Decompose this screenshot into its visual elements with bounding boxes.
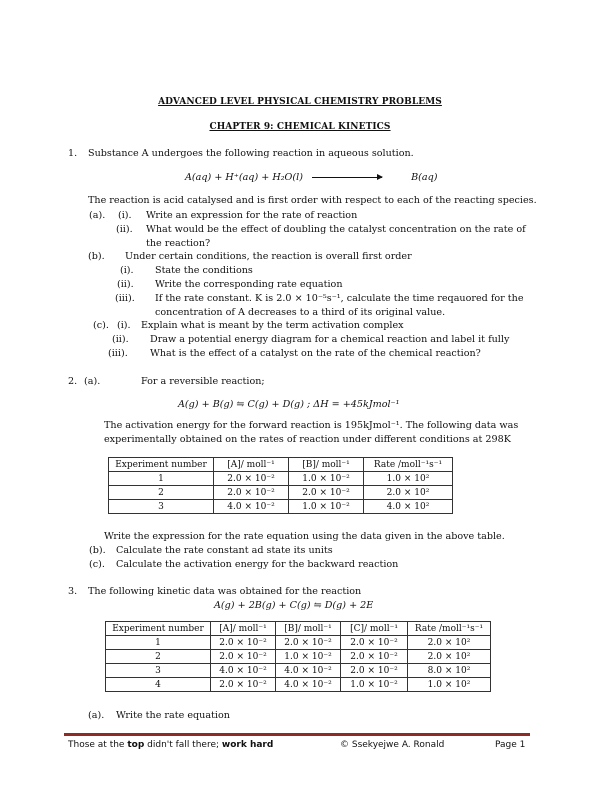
q1-a-ii-text-2: the reaction? [146, 238, 211, 249]
q1-number: 1. [68, 148, 78, 159]
q2-a-label: (a). [84, 376, 101, 387]
table-row [109, 472, 453, 486]
table-header-cell: [C]/ moll⁻¹ [341, 622, 408, 636]
table-cell: 1.0 × 10² [364, 472, 453, 486]
table-cell: 1.0 × 10⁻² [341, 678, 408, 692]
table-cell: 2.0 × 10⁻² [214, 486, 289, 500]
q3-a-text: Write the rate equation [116, 710, 230, 721]
footer-motto-bold-top: top [127, 740, 145, 750]
q3-a-label: (a). [88, 710, 105, 721]
document-title: ADVANCED LEVEL PHYSICAL CHEMISTRY PROBLEMS [158, 97, 442, 107]
q1-a-i-label: (i). [118, 210, 132, 221]
table-row [109, 486, 453, 500]
table-cell: 2.0 × 10⁻² [341, 650, 408, 664]
table-header-cell: Experiment number [109, 458, 214, 472]
table-cell: 4.0 × 10² [364, 500, 453, 514]
table-cell: 2.0 × 10⁻² [341, 664, 408, 678]
table-cell: 4.0 × 10⁻² [276, 664, 341, 678]
table-cell: 2.0 × 10⁻² [276, 636, 341, 650]
q1-stem: Substance A undergoes the following reaction in aqueous solution. [88, 148, 414, 159]
q1-c-iii-label: (iii). [108, 348, 128, 359]
table-cell: 1.0 × 10⁻² [289, 472, 364, 486]
table-header-cell: [A]/ moll⁻¹ [214, 458, 289, 472]
q1-c-i-text: Explain what is meant by the term activation complex [141, 320, 404, 331]
table-row [109, 500, 453, 514]
table-cell: 1 [109, 472, 214, 486]
q2-c-label: (c). [89, 559, 105, 570]
table-cell: 4.0 × 10⁻² [211, 664, 276, 678]
q1-c-i-label: (i). [117, 320, 131, 331]
q2-stem: For a reversible reaction; [141, 376, 265, 387]
reaction-arrow-icon [312, 177, 382, 178]
q2-equation: A(g) + B(g) ⇋ C(g) + D(g) ; ΔH = +45kJmol⁻¹ [178, 399, 400, 410]
table-cell: 2.0 × 10² [408, 650, 491, 664]
q1-a-ii-label: (ii). [116, 224, 133, 235]
table-cell: 1.0 × 10⁻² [276, 650, 341, 664]
table-header-cell: Experiment number [106, 622, 211, 636]
table-cell: 2.0 × 10⁻² [214, 472, 289, 486]
table-cell: 2.0 × 10⁻² [341, 636, 408, 650]
q1-b-iii-text-2: concentration of A decreases to a third of its original value. [155, 307, 446, 318]
q1-c-label: (c). [93, 320, 109, 331]
q1-b-ii-label: (ii). [117, 279, 134, 290]
q1-b-iii-text-1: If the rate constant. K is 2.0 × 10⁻⁵s⁻¹, calculate the time reqauored for the [155, 293, 524, 304]
q2-c-text: Calculate the activation energy for the backward reaction [116, 559, 399, 570]
table-cell: 2.0 × 10² [408, 636, 491, 650]
footer-divider [64, 733, 530, 736]
table-cell: 2.0 × 10⁻² [211, 678, 276, 692]
q1-b-iii-label: (iii). [115, 293, 135, 304]
q2-paragraph-1: The activation energy for the forward reaction is 195kJmol⁻¹. The following data was [104, 420, 519, 431]
table-header-cell: Rate /moll⁻¹s⁻¹ [408, 622, 491, 636]
table-cell: 3 [109, 500, 214, 514]
q1-a-i-text: Write an expression for the rate of reaction [146, 210, 358, 221]
table-cell: 2.0 × 10⁻² [211, 636, 276, 650]
q2-b-text: Calculate the rate constant ad state its units [116, 545, 333, 556]
q1-b-i-text: State the conditions [155, 265, 253, 276]
q3-number: 3. [68, 586, 78, 597]
table-cell: 3 [106, 664, 211, 678]
table-cell: 1 [106, 636, 211, 650]
table-cell: 8.0 × 10² [408, 664, 491, 678]
table-cell: 2.0 × 10² [364, 486, 453, 500]
q1-note: The reaction is acid catalysed and is first order with respect to each of the reacting species. [88, 195, 537, 206]
footer-motto [68, 740, 273, 750]
table-cell: 4.0 × 10⁻² [276, 678, 341, 692]
q1-equation-right: B(aq) [411, 172, 438, 183]
q1-c-iii-text: What is the effect of a catalyst on the rate of the chemical reaction? [150, 348, 481, 359]
table-header-cell: [A]/ moll⁻¹ [211, 622, 276, 636]
q3-stem: The following kinetic data was obtained for the reaction [88, 586, 362, 597]
q1-equation [185, 172, 438, 183]
table-header-cell: [B]/ moll⁻¹ [289, 458, 364, 472]
table-header-cell: Rate /moll⁻¹s⁻¹ [364, 458, 453, 472]
footer-author: © Ssekyejwe A. Ronald [340, 740, 445, 750]
q3-equation: A(g) + 2B(g) + C(g) ⇋ D(g) + 2E [214, 600, 374, 611]
q2-data-table [108, 457, 453, 514]
table-header-row [106, 622, 491, 636]
q1-c-ii-label: (ii). [112, 334, 129, 345]
table-row [106, 678, 491, 692]
table-row [106, 664, 491, 678]
table-header-cell: [B]/ moll⁻¹ [276, 622, 341, 636]
table-row [106, 636, 491, 650]
table-cell: 2 [106, 650, 211, 664]
footer-motto-mid: didn't fall there; [144, 740, 222, 750]
q1-b-stem: Under certain conditions, the reaction is overall first order [125, 251, 412, 262]
footer-motto-bold-work: work hard [221, 740, 274, 750]
table-cell: 1.0 × 10² [408, 678, 491, 692]
table-cell: 4.0 × 10⁻² [214, 500, 289, 514]
q1-b-i-label: (i). [120, 265, 134, 276]
footer-page-number: Page 1 [495, 740, 526, 750]
q2-after-table: Write the expression for the rate equation using the data given in the above table. [104, 531, 505, 542]
q1-a-label: (a). [89, 210, 106, 221]
q1-equation-left: A(aq) + H⁺(aq) + H₂O(l) [185, 172, 303, 183]
table-cell: 4 [106, 678, 211, 692]
q1-b-label: (b). [88, 251, 105, 262]
q1-a-ii-text-1: What would be the effect of doubling the catalyst concentration on the rate of [146, 224, 526, 235]
chapter-title: CHAPTER 9: CHEMICAL KINETICS [209, 122, 391, 132]
table-cell: 2.0 × 10⁻² [289, 486, 364, 500]
table-cell: 1.0 × 10⁻² [289, 500, 364, 514]
q2-b-label: (b). [89, 545, 106, 556]
table-row [106, 650, 491, 664]
q2-paragraph-2: experimentally obtained on the rates of reaction under different conditions at 298K [104, 434, 511, 445]
q1-b-ii-text: Write the corresponding rate equation [155, 279, 343, 290]
table-header-row [109, 458, 453, 472]
table-cell: 2.0 × 10⁻² [211, 650, 276, 664]
table-cell: 2 [109, 486, 214, 500]
q2-number: 2. [68, 376, 78, 387]
q3-data-table [105, 621, 491, 692]
footer-motto-pre: Those at the [68, 740, 128, 750]
q1-c-ii-text: Draw a potential energy diagram for a chemical reaction and label it fully [150, 334, 510, 345]
